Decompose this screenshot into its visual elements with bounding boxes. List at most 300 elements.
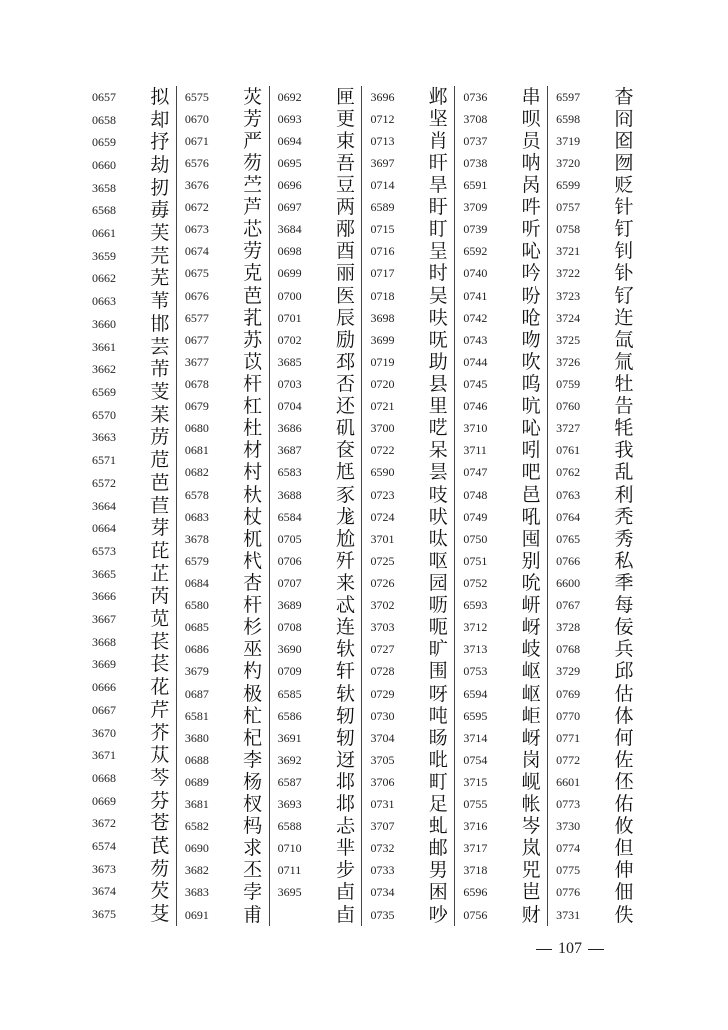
entry-code: 0755 <box>463 797 488 812</box>
entry-character: 岑 <box>521 815 541 838</box>
table-row <box>370 197 450 219</box>
entry-character: 芟 <box>150 903 170 926</box>
entry-code: 3716 <box>463 819 488 834</box>
table-row <box>278 263 358 285</box>
table-row <box>370 506 450 528</box>
entry-character: 我 <box>614 439 634 462</box>
entry-character: 钋 <box>614 262 634 285</box>
table-row <box>185 329 265 351</box>
entry-character: 佚 <box>614 903 634 926</box>
entry-character: 杉 <box>243 616 263 639</box>
table-row <box>463 86 543 108</box>
entry-code: 0676 <box>184 288 209 303</box>
entry-character: 岖 <box>521 660 541 683</box>
entry-code: 0674 <box>184 244 209 259</box>
entry-character: 杏 <box>243 571 263 594</box>
table-row <box>556 285 636 307</box>
table-row <box>278 771 358 793</box>
entry-character: 虬 <box>428 815 448 838</box>
entry-code: 3706 <box>370 774 395 789</box>
entry-code: 3730 <box>556 819 581 834</box>
entry-code: 6584 <box>277 509 302 524</box>
entry-character: 芦 <box>243 196 263 219</box>
entry-character: 杕 <box>243 483 263 506</box>
entry-character: 但 <box>614 837 634 860</box>
table-row <box>463 440 543 462</box>
table-row <box>92 358 172 381</box>
table-row <box>185 639 265 661</box>
entry-character: 毐 <box>150 199 170 222</box>
entry-character: 芫 <box>150 244 170 267</box>
entry-character: 否 <box>335 372 355 395</box>
entry-code: 3685 <box>277 354 302 369</box>
table-row <box>370 572 450 594</box>
table-row <box>370 617 450 639</box>
table-row <box>278 197 358 219</box>
entry-character: 尬 <box>335 527 355 550</box>
page-number: 107 <box>558 940 582 957</box>
entry-character: 体 <box>614 704 634 727</box>
entry-code: 3717 <box>463 841 488 856</box>
entry-code: 3705 <box>370 752 395 767</box>
entry-code: 6598 <box>556 111 581 126</box>
table-row <box>278 373 358 395</box>
entry-code: 0776 <box>556 885 581 900</box>
entry-character: 却 <box>150 108 170 131</box>
entry-character: 时 <box>428 262 448 285</box>
entry-character: 材 <box>243 439 263 462</box>
entry-code: 3671 <box>92 748 116 763</box>
entry-code: 0697 <box>277 200 302 215</box>
table-row <box>463 705 543 727</box>
entry-code: 0705 <box>277 531 302 546</box>
entry-code: 0664 <box>92 521 116 536</box>
entry-character: 极 <box>243 682 263 705</box>
entry-code: 6592 <box>463 244 488 259</box>
entry-code: 3719 <box>556 133 581 148</box>
table-row <box>370 174 450 196</box>
table-row <box>463 639 543 661</box>
entry-character: 拟 <box>150 85 170 108</box>
entry-character: 杩 <box>243 815 263 838</box>
table-row <box>92 313 172 336</box>
table-row <box>556 639 636 661</box>
entry-character: 岈 <box>521 726 541 749</box>
table-row <box>92 835 172 858</box>
entry-character: 尪 <box>335 461 355 484</box>
entry-character: 氙 <box>614 328 634 351</box>
entry-character: 秊 <box>614 571 634 594</box>
table-row <box>278 241 358 263</box>
entry-code: 0762 <box>556 465 581 480</box>
table-row <box>370 219 450 241</box>
table-row <box>185 108 265 130</box>
entry-character: 抒 <box>150 131 170 154</box>
entry-character: 囫 <box>614 151 634 174</box>
entry-code: 6578 <box>184 487 209 502</box>
entry-code: 0709 <box>277 664 302 679</box>
table-row <box>185 816 265 838</box>
table-row <box>92 268 172 291</box>
entry-character: 杳 <box>614 85 634 108</box>
entry-character: 吽 <box>521 196 541 219</box>
table-row <box>370 838 450 860</box>
table-row <box>556 771 636 793</box>
entry-character: 听 <box>521 218 541 241</box>
entry-code: 3704 <box>370 730 395 745</box>
table-row <box>556 572 636 594</box>
entry-code: 3664 <box>92 498 116 513</box>
table-row <box>463 860 543 882</box>
entry-character: 呔 <box>428 527 448 550</box>
entry-code: 0742 <box>463 310 488 325</box>
table-row <box>92 290 172 313</box>
entry-code: 3702 <box>370 598 395 613</box>
entry-code: 6589 <box>370 200 395 215</box>
table-row <box>92 699 172 722</box>
entry-character: 呀 <box>428 682 448 705</box>
entry-character: 芾 <box>150 358 170 381</box>
entry-character: 串 <box>521 85 541 108</box>
entry-character: 轪 <box>335 638 355 661</box>
entry-code: 0716 <box>370 244 395 259</box>
table-row <box>185 749 265 771</box>
table-row <box>556 219 636 241</box>
table-row <box>92 631 172 654</box>
entry-code: 0708 <box>277 620 302 635</box>
entry-code: 0668 <box>92 770 116 785</box>
entry-code: 6569 <box>92 384 116 399</box>
entry-code: 0711 <box>277 863 302 878</box>
entry-character: 丕 <box>243 859 263 882</box>
entry-code: 0751 <box>463 553 488 568</box>
entry-code: 3710 <box>463 421 488 436</box>
entry-code: 6573 <box>92 543 116 558</box>
entry-code: 0753 <box>463 664 488 679</box>
entry-character: 邳 <box>335 350 355 373</box>
entry-character: 劳 <box>243 240 263 263</box>
entry-character: 轪 <box>335 682 355 705</box>
entry-code: 0688 <box>184 752 209 767</box>
table-row <box>463 528 543 550</box>
entry-code: 0682 <box>184 465 209 480</box>
entry-code: 0728 <box>370 664 395 679</box>
table-row <box>556 816 636 838</box>
table-row <box>278 329 358 351</box>
entry-code: 0684 <box>184 575 209 590</box>
entry-code: 0669 <box>92 793 116 808</box>
entry-character: 花 <box>150 676 170 699</box>
entry-character: 呗 <box>521 107 541 130</box>
entry-code: 3722 <box>556 266 581 281</box>
entry-character: 杓 <box>243 660 263 683</box>
entry-character: 呆 <box>428 439 448 462</box>
table-row <box>92 585 172 608</box>
table-row <box>92 858 172 881</box>
table-row <box>278 130 358 152</box>
entry-code: 0715 <box>370 222 395 237</box>
entry-character: 围 <box>428 660 448 683</box>
dash-right <box>588 949 604 950</box>
entry-character: 苿 <box>150 403 170 426</box>
table-row <box>92 131 172 154</box>
entry-character: 芘 <box>150 539 170 562</box>
entry-code: 0775 <box>556 863 581 878</box>
table-row <box>92 245 172 268</box>
table-row <box>370 727 450 749</box>
entry-code: 3713 <box>463 642 488 657</box>
entry-character: 更 <box>335 107 355 130</box>
table-row <box>463 595 543 617</box>
table-row <box>92 903 172 926</box>
entry-code: 0694 <box>277 133 302 148</box>
entry-character: 芬 <box>150 789 170 812</box>
entry-code: 0749 <box>463 509 488 524</box>
table-row <box>556 595 636 617</box>
table-row <box>92 86 172 109</box>
entry-character: 连 <box>335 616 355 639</box>
entry-character: 县 <box>428 372 448 395</box>
entry-code: 0692 <box>277 89 302 104</box>
table-row <box>370 683 450 705</box>
table-row <box>92 222 172 245</box>
entry-code: 3661 <box>92 339 116 354</box>
table-row <box>556 241 636 263</box>
entry-character: 秃 <box>614 505 634 528</box>
table-row <box>556 263 636 285</box>
entry-code: 0747 <box>463 465 488 480</box>
entry-character: 岍 <box>521 594 541 617</box>
table-row <box>278 285 358 307</box>
entry-code: 0717 <box>370 266 395 281</box>
entry-code: 3701 <box>370 531 395 546</box>
entry-code: 0729 <box>370 686 395 701</box>
table-row <box>556 307 636 329</box>
entry-character: 佞 <box>614 616 634 639</box>
table-row <box>185 462 265 484</box>
entry-code: 3658 <box>92 180 116 195</box>
table-row <box>278 661 358 683</box>
table-row <box>556 418 636 440</box>
entry-character: 何 <box>614 726 634 749</box>
entry-character: 励 <box>335 328 355 351</box>
entry-code: 0773 <box>556 797 581 812</box>
entry-code: 3711 <box>463 443 487 458</box>
table-row <box>92 540 172 563</box>
table-row <box>92 336 172 359</box>
entry-code: 3684 <box>277 222 302 237</box>
table-row <box>278 860 358 882</box>
table-row <box>556 130 636 152</box>
entry-character: 旰 <box>428 151 448 174</box>
table-row <box>556 882 636 904</box>
entry-character: 岖 <box>521 682 541 705</box>
entry-character: 呙 <box>521 173 541 196</box>
entry-code: 0661 <box>92 226 116 241</box>
entry-character: 呕 <box>428 549 448 572</box>
table-row <box>463 794 543 816</box>
entry-character: 严 <box>243 129 263 152</box>
entry-character: 呓 <box>428 417 448 440</box>
entry-code: 0743 <box>463 332 488 347</box>
entry-character: 杜 <box>243 417 263 440</box>
entry-character: 盯 <box>428 218 448 241</box>
entry-character: 里 <box>428 395 448 418</box>
entry-code: 3708 <box>463 111 488 126</box>
entry-code: 6590 <box>370 465 395 480</box>
entry-character: 芭 <box>150 471 170 494</box>
entry-code: 3703 <box>370 620 395 635</box>
entry-code: 0695 <box>277 155 302 170</box>
table-row <box>278 219 358 241</box>
table-row <box>278 307 358 329</box>
entry-character: 囤 <box>521 527 541 550</box>
table-row <box>370 307 450 329</box>
entry-code: 0758 <box>556 222 581 237</box>
entry-character: 氚 <box>614 350 634 373</box>
entry-character: 吣 <box>521 240 541 263</box>
table-row <box>370 130 450 152</box>
entry-character: 芽 <box>150 517 170 540</box>
entry-code: 0701 <box>277 310 302 325</box>
entry-code: 0763 <box>556 487 581 502</box>
entry-code: 0772 <box>556 752 581 767</box>
entry-code: 0757 <box>556 200 581 215</box>
entry-code: 3695 <box>277 885 302 900</box>
entry-character: 迕 <box>614 306 634 329</box>
entry-character: 芈 <box>335 837 355 860</box>
table-row <box>556 683 636 705</box>
table-row <box>185 904 265 926</box>
table-row <box>278 904 358 926</box>
entry-code: 6585 <box>277 686 302 701</box>
entry-code: 0767 <box>556 598 581 613</box>
entry-character: 吣 <box>521 417 541 440</box>
table-row <box>92 381 172 404</box>
entry-character: 苂 <box>243 85 263 108</box>
table-row <box>463 241 543 263</box>
entry-code: 6579 <box>184 553 209 568</box>
table-row <box>185 661 265 683</box>
entry-code: 0672 <box>184 200 209 215</box>
entry-code: 0760 <box>556 399 581 414</box>
entry-code: 3687 <box>277 443 302 458</box>
table-row <box>556 462 636 484</box>
entry-code: 6576 <box>184 155 209 170</box>
entry-character: 肖 <box>428 129 448 152</box>
table-row <box>278 617 358 639</box>
entry-character: 昙 <box>428 461 448 484</box>
table-row <box>278 727 358 749</box>
entry-character: 巫 <box>243 638 263 661</box>
entry-code: 3689 <box>277 598 302 613</box>
entry-code: 3659 <box>92 248 116 263</box>
table-row <box>92 813 172 836</box>
entry-code: 6601 <box>556 774 581 789</box>
entry-character: 芮 <box>150 585 170 608</box>
table-row <box>370 285 450 307</box>
entry-code: 0710 <box>277 841 302 856</box>
table-row <box>92 767 172 790</box>
entry-character: 忒 <box>335 594 355 617</box>
entry-code: 0670 <box>184 111 209 126</box>
table-row <box>185 86 265 108</box>
table-row <box>463 174 543 196</box>
entry-character: 歼 <box>335 549 355 572</box>
entry-code: 0689 <box>184 774 209 789</box>
table-row <box>556 661 636 683</box>
table-row <box>370 418 450 440</box>
entry-character: 岘 <box>521 770 541 793</box>
table-row <box>463 462 543 484</box>
entry-character: 呖 <box>428 594 448 617</box>
table-row <box>185 727 265 749</box>
entry-code: 3676 <box>184 177 209 192</box>
entry-character: 冏 <box>614 107 634 130</box>
entry-code: 3670 <box>92 725 116 740</box>
entry-character: 旸 <box>428 726 448 749</box>
entry-character: 杞 <box>243 726 263 749</box>
entry-character: 杙 <box>243 549 263 572</box>
table-row <box>278 838 358 860</box>
entry-code: 0730 <box>370 708 395 723</box>
entry-character: 兕 <box>521 859 541 882</box>
entry-code: 6597 <box>556 89 581 104</box>
entry-code: 3683 <box>184 885 209 900</box>
table-row <box>185 351 265 373</box>
entry-character: 囵 <box>614 129 634 152</box>
table-row <box>185 484 265 506</box>
entry-character: 男 <box>428 859 448 882</box>
entry-code: 0737 <box>463 133 488 148</box>
entry-character: 芴 <box>243 151 263 174</box>
table-row <box>185 241 265 263</box>
entry-code: 0756 <box>463 907 488 922</box>
table-row <box>278 816 358 838</box>
entry-code: 3698 <box>370 310 395 325</box>
table-row <box>463 108 543 130</box>
table-row <box>92 472 172 495</box>
entry-character: 岐 <box>521 638 541 661</box>
entry-code: 0658 <box>92 112 116 127</box>
entry-code: 3707 <box>370 819 395 834</box>
table-row <box>463 285 543 307</box>
entry-code: 6581 <box>184 708 209 723</box>
entry-character: 医 <box>335 284 355 307</box>
entry-code: 0761 <box>556 443 581 458</box>
entry-character: 针 <box>614 196 634 219</box>
entry-character: 财 <box>521 903 541 926</box>
table-row <box>278 152 358 174</box>
table-row <box>185 838 265 860</box>
table-row <box>556 506 636 528</box>
table-row <box>463 572 543 594</box>
table-row <box>92 744 172 767</box>
table-row <box>185 528 265 550</box>
entry-character: 还 <box>335 395 355 418</box>
table-row <box>92 722 172 745</box>
table-row <box>463 771 543 793</box>
table-row <box>463 506 543 528</box>
table-row <box>556 396 636 418</box>
entry-character: 岠 <box>521 704 541 727</box>
entry-character: 邶 <box>335 793 355 816</box>
entry-character: 忐 <box>335 815 355 838</box>
table-row <box>556 749 636 771</box>
entry-code: 0770 <box>556 708 581 723</box>
entry-code: 3721 <box>556 244 581 259</box>
entry-code: 6595 <box>463 708 488 723</box>
